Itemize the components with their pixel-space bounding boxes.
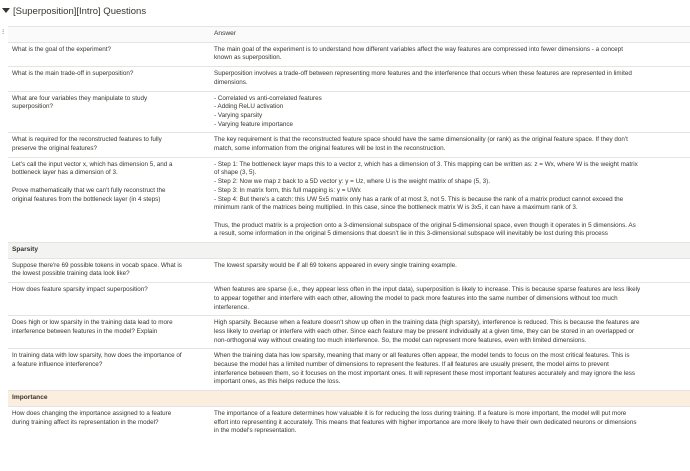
table-row[interactable] (8, 42, 690, 66)
cell-line: a result, some information in the original 5 dimensions that doesn't lie in this 3-dimensional subspace will inevitably be lost during this process (214, 230, 608, 238)
cell-line: the lowest possible training data look like? (12, 270, 130, 278)
cell-line: The key requirement is that the reconstructed feature space should have the same dimensionality (or rank) as the original feature space. If they don't (214, 136, 628, 144)
cell-line: preserve the original features? (12, 145, 98, 153)
answer-cell[interactable] (210, 42, 690, 66)
row-handle-icon[interactable]: ⁝ (2, 29, 5, 36)
cell-line: Suppose there're 69 possible tokens in vocab space. What is (12, 261, 182, 269)
cell-line: The importance of a feature determines how valuable it is for reducing the loss during training. If a feature is more important, the model will put more (214, 409, 627, 417)
question-cell[interactable] (8, 133, 210, 157)
cell-line: - Varying feature importance (214, 120, 293, 128)
cell-line: to appear together and interfere with each other, allowing the model to pack more features into the same number of dimensions without too much (214, 294, 618, 302)
answer-cell[interactable] (210, 349, 690, 391)
cell-line: What is the goal of the experiment? (12, 45, 112, 53)
cell-line: When the training data has low sparsity, meaning that many or all features often appear, the model tends to focus on the most critical features. This is (214, 352, 630, 360)
cell-line: High sparsity. Because when a feature doesn't show up often in the training data (high sparsity), interference is reduced. This is because the features are (214, 319, 640, 327)
cell-line: important ones, as this helps reduce the loss. (214, 378, 341, 386)
question-cell[interactable] (8, 157, 210, 242)
cell-line: interference between them, so it focuses on the most important ones. It will represent these most important features accurately and may ignore the less (214, 369, 636, 377)
cell-line: effort into representing it accurately. This means that features with higher importance are more likely to have their own dedicated neurons or dimensions (214, 418, 637, 426)
group-row-sparsity[interactable] (8, 243, 690, 259)
answer-cell[interactable] (210, 91, 690, 133)
table-row[interactable] (8, 316, 690, 349)
cell-line: Superposition involves a trade-off between representing more features and the interference that occurs when these features are represented in limited (214, 70, 632, 78)
header-answer: Answer (210, 27, 690, 43)
cell-line: minimum rank of the matrices being multiplied. In this case, since the bottleneck matrix W is 3x5, it can have a maximum rank of 3. (214, 204, 578, 212)
question-cell[interactable] (8, 91, 210, 133)
cell-line: How does changing the importance assigned to a feature (12, 409, 172, 417)
cell-line: Let's call the input vector x, which has dimension 5, and a (12, 160, 173, 168)
page-title-bar (0, 0, 690, 26)
table-row[interactable] (8, 349, 690, 391)
answer-cell[interactable] (210, 316, 690, 349)
collapse-caret-icon[interactable] (2, 8, 10, 13)
cell-line: less likely to overlap or interfere with each other. Since each feature may be present individually at a given time, they can be stored in an overlapped or (214, 327, 635, 335)
table-row[interactable] (8, 283, 690, 316)
table-row[interactable] (8, 91, 690, 133)
cell-line: - Step 2: Now we map z back to a 5D vector y: y = Uz, where U is the weight matrix of shape (5, 3). (214, 178, 490, 186)
table-row[interactable] (8, 133, 690, 157)
cell-line: - Correlated vs anti-correlated features (214, 94, 322, 102)
cell-line: Thus, the product matrix is a projection onto a 3-dimensional subspace of the original 5-dimensional space, even though it operates in 5 dimensions. As (214, 221, 636, 229)
answer-cell[interactable] (210, 67, 690, 91)
cell-line: Does high or low sparsity in the training data lead to more (12, 319, 173, 327)
cell-line: in the model's representation. (214, 427, 297, 435)
cell-line: interference between features in the model? Explain (12, 327, 158, 335)
question-cell[interactable] (8, 349, 210, 391)
answer-cell[interactable] (210, 157, 690, 242)
table-header-row (8, 27, 690, 43)
answer-cell[interactable] (210, 283, 690, 316)
group-row-importance[interactable] (8, 391, 690, 407)
questions-table (8, 26, 690, 439)
cell-line: - Varying sparsity (214, 111, 263, 119)
cell-line: bottleneck layer has a dimension of 3. (12, 169, 118, 177)
cell-line: - Step 4: But there's a catch: this UW 5x5 matrix only has a rank of at most 3, not 5. This is because the rank of a matrix product cannot exceed the (214, 195, 624, 203)
cell-line: original features from the bottleneck layer (in 4 steps) (12, 195, 161, 203)
cell-line: - Step 3: In matrix form, this full mapping is: y = UWx (214, 186, 361, 194)
group-row-sparsity-label: Sparsity (8, 243, 690, 259)
cell-line: What is required for the reconstructed features to fully (12, 136, 162, 144)
table-row[interactable] (8, 157, 690, 242)
answer-cell[interactable] (210, 258, 690, 282)
cell-line: Prove mathematically that we can't fully reconstruct the (12, 186, 166, 194)
cell-line: - Step 1: The bottleneck layer maps this to a vector z, which has a dimension of 3. This mapping can be written as: z = Wx, where W is the weight matrix (214, 160, 638, 168)
table-row[interactable] (8, 406, 690, 439)
cell-line: during training affect its representation in the model? (12, 418, 159, 426)
cell-line: What are four variables they manipulate to study (12, 94, 148, 102)
question-cell[interactable] (8, 42, 210, 66)
header-question (8, 27, 210, 43)
question-cell[interactable] (8, 283, 210, 316)
cell-line: The lowest sparsity would be if all 69 tokens appeared in every single training example. (214, 261, 457, 269)
table-row[interactable] (8, 67, 690, 91)
question-cell[interactable] (8, 406, 210, 439)
cell-line: When features are sparse (i.e., they appear less often in the input data), superposition is likely to increase. This is because sparse features are less likely (214, 286, 641, 294)
cell-line: - Adding ReLU activation (214, 103, 284, 111)
cell-line: How does feature sparsity impact superposition? (12, 286, 148, 294)
cell-line: dimensions. (214, 78, 248, 86)
cell-line: superposition? (12, 103, 53, 111)
cell-line: In training data with low sparsity, how does the importance of (12, 352, 182, 360)
page-title: [Superposition][Intro] Questions (13, 6, 147, 17)
table-row[interactable] (8, 258, 690, 282)
cell-line: a feature influence interference? (12, 361, 103, 369)
cell-line: The main goal of the experiment is to understand how different variables affect the way features are compressed into fewer dimensions - a concept (214, 45, 623, 53)
cell-line: non-orthogonal way without creating too much interference. So, the model can represent more features, even with limited dimensions. (214, 336, 587, 344)
cell-line: match, some information from the original features will be lost in the reconstruction. (214, 145, 446, 153)
answer-cell[interactable] (210, 406, 690, 439)
question-cell[interactable] (8, 316, 210, 349)
cell-line (214, 213, 686, 222)
cell-line: of shape (3, 5). (214, 169, 257, 177)
question-cell[interactable] (8, 258, 210, 282)
cell-line (12, 178, 206, 187)
answer-cell[interactable] (210, 133, 690, 157)
group-row-importance-label: Importance (8, 391, 690, 407)
cell-line: known as superposition. (214, 54, 282, 62)
question-cell[interactable] (8, 67, 210, 91)
cell-line: interference. (214, 303, 250, 311)
cell-line: What is the main trade-off in superposition? (12, 70, 134, 78)
cell-line: because the model has a limited number of dimensions to represent the features. If all features are usually present, the model aims to prevent (214, 361, 609, 369)
